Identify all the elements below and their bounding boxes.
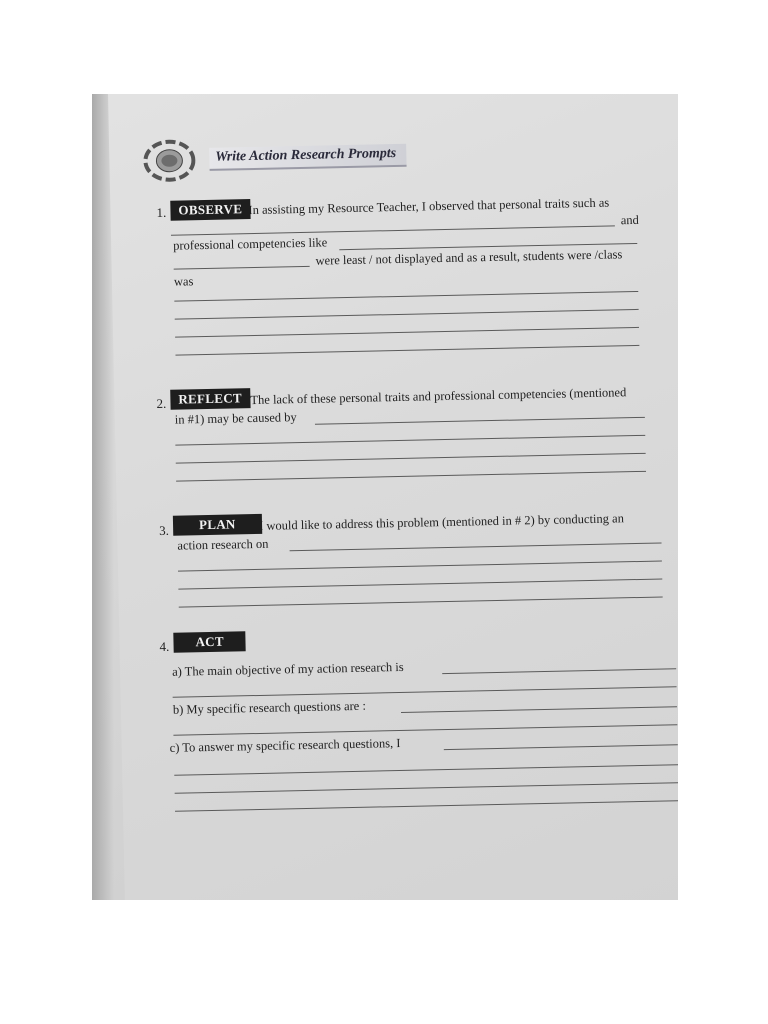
- answer-line[interactable]: [174, 764, 678, 776]
- answer-line[interactable]: [173, 686, 677, 698]
- answer-line[interactable]: [175, 309, 639, 320]
- cycle-logo-icon: [143, 138, 196, 183]
- observe-text-4: was: [173, 274, 194, 289]
- answer-line[interactable]: [175, 327, 639, 338]
- photo-background: [92, 94, 678, 900]
- answer-line[interactable]: [175, 782, 678, 794]
- reflect-text-1: The lack of these personal traits and professional competencies (mentioned: [250, 385, 627, 408]
- reflect-label: REFLECT: [170, 388, 250, 410]
- answer-line[interactable]: [176, 453, 646, 464]
- answer-line[interactable]: [444, 744, 678, 750]
- page-title: Write Action Research Prompts: [209, 144, 406, 171]
- answer-line[interactable]: [290, 543, 662, 552]
- plan-label: PLAN: [173, 514, 262, 536]
- section-number: 2.: [156, 395, 167, 412]
- answer-line[interactable]: [176, 471, 646, 482]
- reflect-text-2: in #1) may be caused by: [174, 410, 297, 427]
- worksheet-page: [108, 94, 678, 900]
- observe-and: and: [620, 212, 639, 228]
- answer-line[interactable]: [178, 578, 662, 589]
- answer-line[interactable]: [175, 800, 678, 812]
- plan-text-2: action research on: [177, 536, 269, 553]
- answer-line[interactable]: [401, 706, 677, 713]
- answer-line[interactable]: [442, 668, 676, 674]
- observe-text-3: were least / not displayed and as a result, students were /class: [315, 247, 623, 268]
- answer-line[interactable]: [175, 435, 645, 446]
- plan-text-1: I would like to address this problem (mentioned in # 2) by conducting an: [258, 511, 625, 533]
- section-number: 3.: [158, 522, 170, 539]
- act-label: ACT: [173, 631, 246, 653]
- section-number: 1.: [156, 204, 167, 221]
- answer-line[interactable]: [178, 561, 662, 572]
- answer-line[interactable]: [171, 225, 615, 235]
- observe-label: OBSERVE: [170, 199, 250, 221]
- section-number: 4.: [159, 638, 170, 655]
- act-questions: b) My specific research questions are :: [172, 698, 366, 717]
- answer-line[interactable]: [174, 266, 310, 270]
- observe-text-1: In assisting my Resource Teacher, I observed that personal traits such as: [248, 195, 610, 218]
- answer-line[interactable]: [315, 417, 645, 425]
- act-objective: a) The main objective of my action research is: [171, 659, 404, 679]
- answer-line[interactable]: [179, 596, 663, 607]
- answer-line[interactable]: [175, 345, 639, 356]
- answer-line[interactable]: [173, 724, 677, 736]
- answer-line[interactable]: [174, 291, 638, 302]
- observe-text-2: professional competencies like: [173, 235, 328, 253]
- act-answer: c) To answer my specific research questions, I: [169, 736, 401, 755]
